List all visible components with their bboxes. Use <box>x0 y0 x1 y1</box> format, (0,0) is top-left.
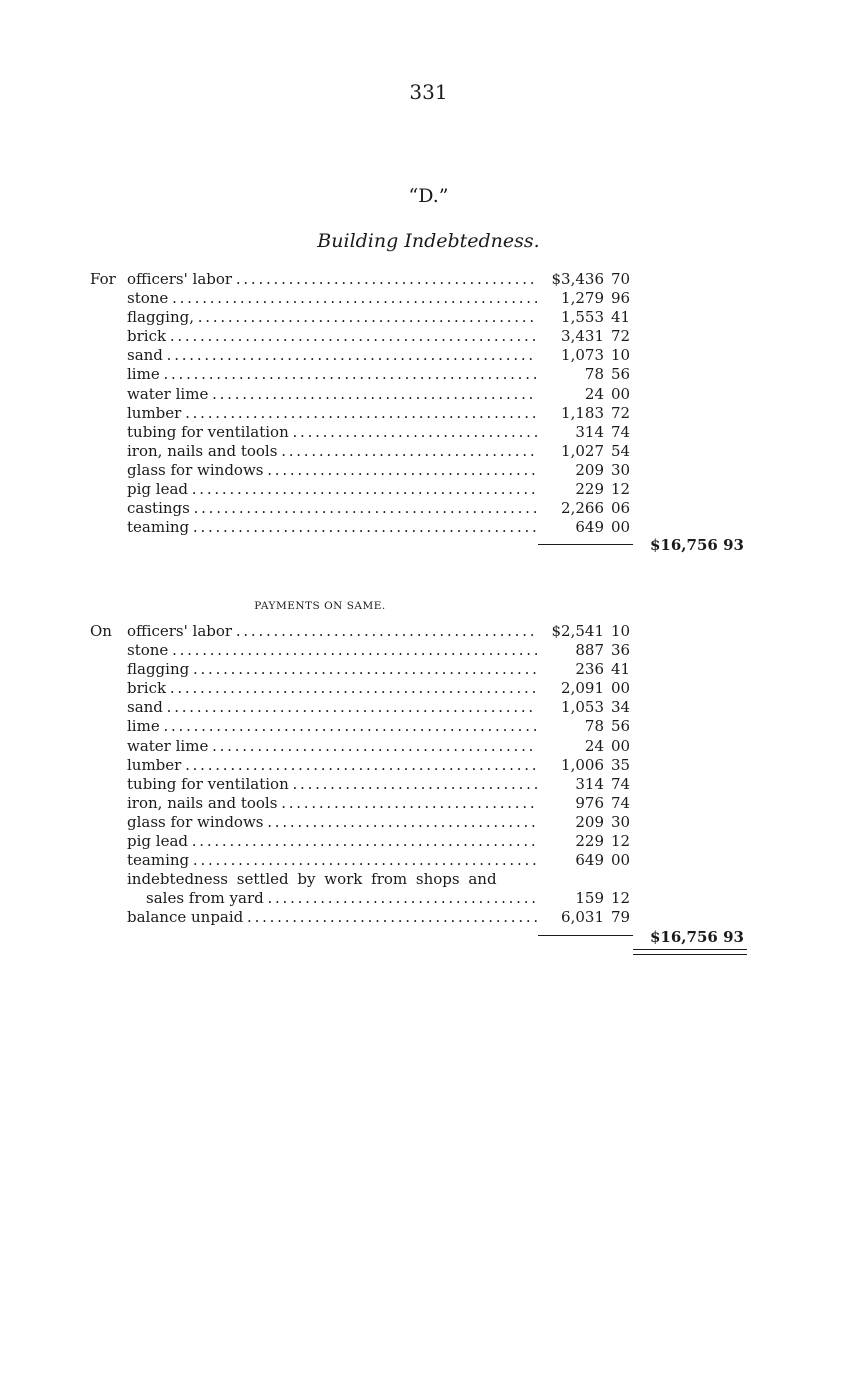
row-dollars: 1,073 <box>561 346 604 365</box>
ledger-row <box>0 499 857 518</box>
row-dollars: 209 <box>575 812 604 831</box>
ledger-row <box>0 832 857 851</box>
balance-cents: 79 <box>611 908 631 927</box>
row-dollars: 229 <box>575 832 604 851</box>
settled-row-1 <box>0 870 857 889</box>
payments-ledger <box>0 622 857 870</box>
row-label: officers' labor . . . <box>127 270 537 289</box>
row-cents: 74 <box>611 774 631 793</box>
ledger-row <box>0 660 857 679</box>
row-dollars: 649 <box>575 851 604 870</box>
row-label: lime . . . <box>127 365 537 384</box>
indebtedness-ledger <box>0 270 857 537</box>
ledger-row <box>0 813 857 832</box>
ledger-row <box>0 442 857 461</box>
row-label: brick . . . <box>127 679 537 698</box>
payments-heading: PAYMENTS ON SAME. <box>254 600 386 612</box>
row-label: sand . . . <box>127 698 537 717</box>
row-cents: 96 <box>611 289 631 308</box>
row-dollars: 3,431 <box>561 327 604 346</box>
row-cents: 00 <box>611 736 631 755</box>
ledger-row <box>0 518 857 537</box>
row-cents: 12 <box>611 832 631 851</box>
settled-label-line2: sales from yard . . . <box>146 889 537 908</box>
row-label: flagging, . . . <box>127 308 537 327</box>
ledger-row <box>0 851 857 870</box>
row-label: sand . . . <box>127 346 537 365</box>
row-dollars: 209 <box>575 460 604 479</box>
row-cents: 00 <box>611 679 631 698</box>
settled-row-2 <box>0 889 857 908</box>
table-title: Building Indebtedness. <box>317 230 540 252</box>
row-cents: 74 <box>611 793 631 812</box>
payments-subtotal-rule <box>538 935 633 936</box>
ledger-row <box>0 327 857 346</box>
ledger-row <box>0 385 857 404</box>
balance-dollars: 6,031 <box>561 908 604 927</box>
row-label: pig lead . . . <box>127 832 537 851</box>
row-dollars: $3,436 <box>551 270 604 288</box>
page-number: 331 <box>409 80 448 104</box>
payments-total: $16,756 93 <box>650 928 744 946</box>
row-cents: 56 <box>611 365 631 384</box>
row-cents: 10 <box>611 622 631 640</box>
row-label: glass for windows . . . <box>127 461 537 480</box>
ledger-row <box>0 622 857 641</box>
row-cents: 74 <box>611 422 631 441</box>
row-label: lumber . . . <box>127 404 537 423</box>
ledger-row <box>0 480 857 499</box>
settled-label-line1: indebtedness settled by work from shops and <box>127 870 497 888</box>
row-label: castings . . . <box>127 499 537 518</box>
row-label: stone . . . <box>127 289 537 308</box>
ledger-row <box>0 698 857 717</box>
row-label: lumber . . . <box>127 756 537 775</box>
row-label: iron, nails and tools . . . <box>127 442 537 461</box>
row-label: tubing for ventilation . . . <box>127 423 537 442</box>
ledger-row <box>0 365 857 384</box>
row-cents: 41 <box>611 660 631 679</box>
balance-row <box>0 908 857 927</box>
row-dollars: 2,266 <box>561 499 604 518</box>
row-label: water lime . . . <box>127 737 537 756</box>
row-dollars: 229 <box>575 480 604 499</box>
row-label: pig lead . . . <box>127 480 537 499</box>
row-label: flagging . . . <box>127 660 537 679</box>
row-lead: On <box>90 622 112 640</box>
ledger-row <box>0 289 857 308</box>
row-dollars: 314 <box>575 422 604 441</box>
row-cents: 30 <box>611 460 631 479</box>
row-cents: 00 <box>611 518 631 537</box>
row-cents: 72 <box>611 327 631 346</box>
row-cents: 30 <box>611 812 631 831</box>
row-cents: 72 <box>611 403 631 422</box>
row-label: teaming . . . <box>127 518 537 537</box>
row-cents: 12 <box>611 480 631 499</box>
row-cents: 56 <box>611 717 631 736</box>
balance-label: balance unpaid . . . <box>127 908 537 927</box>
row-label: water lime . . . <box>127 385 537 404</box>
row-dollars: 1,027 <box>561 441 604 460</box>
row-label: tubing for ventilation . . . <box>127 775 537 794</box>
ledger-row <box>0 717 857 736</box>
row-cents: 00 <box>611 851 631 870</box>
ledger-row <box>0 270 857 289</box>
ledger-row <box>0 641 857 660</box>
row-dollars: 24 <box>584 736 604 755</box>
section-letter: “D.” <box>408 185 449 207</box>
row-label: glass for windows . . . <box>127 813 537 832</box>
row-dollars: 2,091 <box>561 679 604 698</box>
row-dollars: 78 <box>584 717 604 736</box>
row-label: iron, nails and tools . . . <box>127 794 537 813</box>
row-dollars: 24 <box>584 384 604 403</box>
row-label: officers' labor . . . <box>127 622 537 641</box>
row-cents: 06 <box>611 499 631 518</box>
ledger-row <box>0 461 857 480</box>
settled-dollars: 159 <box>575 889 604 908</box>
row-cents: 10 <box>611 346 631 365</box>
row-label: brick . . . <box>127 327 537 346</box>
row-lead: For <box>90 270 116 288</box>
row-dollars: 1,053 <box>561 698 604 717</box>
row-dollars: $2,541 <box>551 622 604 640</box>
ledger-row <box>0 346 857 365</box>
row-label: lime . . . <box>127 717 537 736</box>
row-dollars: 1,279 <box>561 289 604 308</box>
indebtedness-total: $16,756 93 <box>650 536 744 554</box>
ledger-row <box>0 679 857 698</box>
row-label: teaming . . . <box>127 851 537 870</box>
ledger-row <box>0 308 857 327</box>
grand-total-double-rule <box>633 949 747 955</box>
ledger-row <box>0 423 857 442</box>
settled-block <box>0 870 857 927</box>
row-cents: 54 <box>611 441 631 460</box>
row-dollars: 314 <box>575 774 604 793</box>
row-label: stone . . . <box>127 641 537 660</box>
row-dollars: 236 <box>575 660 604 679</box>
ledger-row <box>0 794 857 813</box>
row-cents: 35 <box>611 755 631 774</box>
row-dollars: 1,183 <box>561 403 604 422</box>
row-dollars: 1,006 <box>561 755 604 774</box>
subtotal-rule <box>538 544 633 545</box>
settled-cents: 12 <box>611 889 631 908</box>
ledger-row <box>0 404 857 423</box>
ledger-row <box>0 775 857 794</box>
ledger-row <box>0 737 857 756</box>
row-cents: 36 <box>611 641 631 660</box>
ledger-row <box>0 756 857 775</box>
row-dollars: 887 <box>575 641 604 660</box>
row-dollars: 1,553 <box>561 308 604 327</box>
row-cents: 00 <box>611 384 631 403</box>
row-dollars: 976 <box>575 793 604 812</box>
row-cents: 70 <box>611 270 631 288</box>
row-dollars: 78 <box>584 365 604 384</box>
row-dollars: 649 <box>575 518 604 537</box>
row-cents: 41 <box>611 308 631 327</box>
row-cents: 34 <box>611 698 631 717</box>
